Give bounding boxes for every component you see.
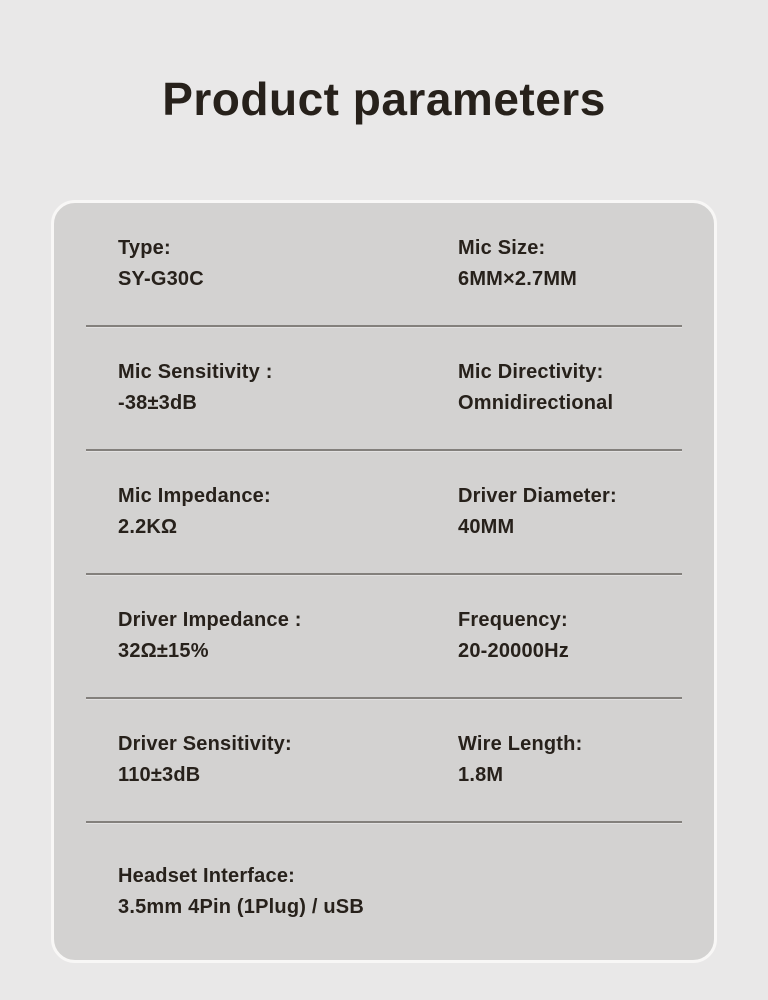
- spec-row-driverimpedance-frequency: [54, 575, 714, 697]
- spec-value: 40MM: [458, 516, 515, 538]
- spec-cell-driver-impedance: [118, 605, 458, 667]
- spec-label: Mic Size:: [458, 237, 546, 259]
- spec-label: Driver Impedance :: [118, 609, 302, 631]
- spec-row-driversensitivity-wirelength: [54, 699, 714, 821]
- spec-row-type-micsize: [54, 203, 714, 325]
- spec-label: Driver Sensitivity:: [118, 733, 292, 755]
- spec-value: 6MM×2.7MM: [458, 268, 578, 290]
- spec-row-micimpedance-driverdiameter: [54, 451, 714, 573]
- spec-cell-mic-sensitivity: [118, 357, 458, 419]
- page-title: Product parameters: [162, 73, 606, 125]
- spec-row-micsensitivity-micdirectivity: [54, 327, 714, 449]
- spec-label: Wire Length:: [458, 733, 583, 755]
- spec-cell-driver-diameter: [458, 481, 684, 543]
- spec-value: 2.2KΩ: [118, 516, 178, 538]
- spec-label: Mic Impedance:: [118, 485, 271, 507]
- spec-row-headset-interface: [54, 823, 714, 960]
- spec-value: SY-G30C: [118, 268, 204, 290]
- spec-cell-mic-impedance: [118, 481, 458, 543]
- spec-label: Driver Diameter:: [458, 485, 617, 507]
- spec-cell-wire-length: [458, 729, 684, 791]
- spec-label: Type:: [118, 237, 171, 259]
- spec-label: Frequency:: [458, 609, 568, 631]
- spec-value: Omnidirectional: [458, 392, 614, 414]
- spec-label: Mic Sensitivity :: [118, 361, 273, 383]
- spec-label: Mic Directivity:: [458, 361, 604, 383]
- spec-value: 3.5mm 4Pin (1Plug) / uSB: [118, 895, 364, 918]
- spec-cell-type: [118, 233, 458, 295]
- spec-cell-driver-sensitivity: [118, 729, 458, 791]
- spec-cell-headset-interface: [118, 861, 458, 923]
- spec-cell-mic-size: [458, 233, 684, 295]
- spec-value: -38±3dB: [118, 392, 198, 414]
- spec-cell-mic-directivity: [458, 357, 684, 419]
- spec-value: 110±3dB: [118, 764, 201, 786]
- spec-label: Headset Interface:: [118, 864, 295, 887]
- spec-value: 20-20000Hz: [458, 640, 569, 662]
- spec-value: 32Ω±15%: [118, 640, 209, 662]
- spec-cell-frequency: [458, 605, 684, 667]
- spec-value: 1.8M: [458, 764, 504, 786]
- spec-card: [51, 200, 717, 963]
